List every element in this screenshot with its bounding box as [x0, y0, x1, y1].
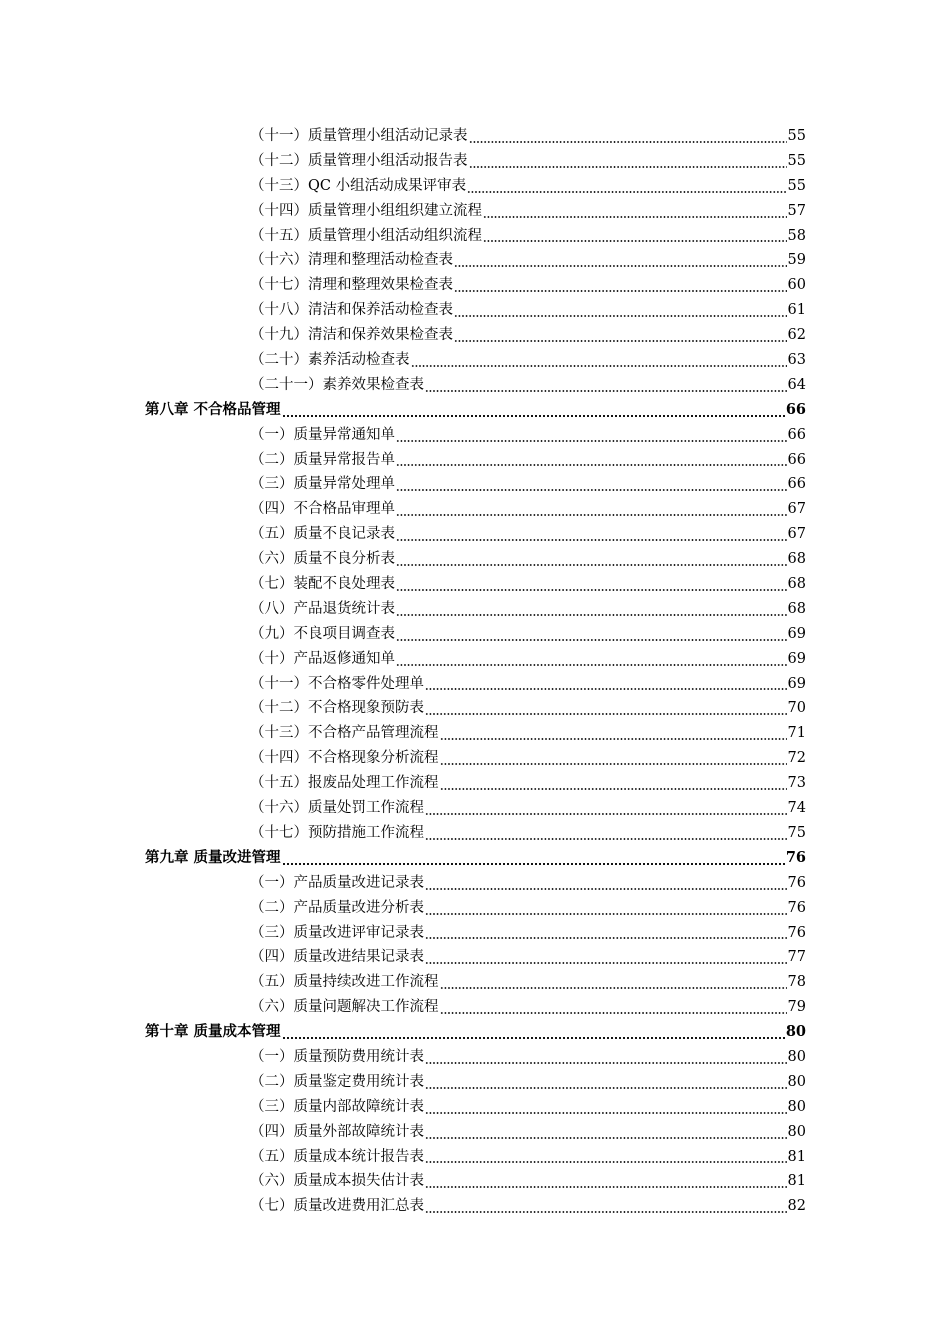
toc-dot-leader	[425, 962, 787, 964]
toc-entry-title: （四）不合格品审理单	[250, 501, 395, 518]
toc-page-number: 55	[787, 128, 806, 144]
toc-section-entry[interactable]	[250, 721, 806, 746]
toc-page-number: 78	[787, 974, 806, 991]
toc-entry-title: （五）质量不良记录表	[250, 526, 395, 543]
toc-dot-leader	[425, 1112, 787, 1114]
toc-page-number: 67	[787, 526, 806, 543]
toc-dot-leader	[454, 315, 787, 317]
toc-page-number: 68	[787, 551, 806, 568]
toc-dot-leader	[440, 788, 787, 790]
toc-chapter-entry[interactable]	[145, 846, 806, 871]
table-of-contents	[0, 124, 950, 1219]
toc-page-number: 69	[787, 625, 806, 642]
toc-section-entry[interactable]	[250, 1169, 806, 1194]
toc-dot-leader	[467, 191, 786, 193]
toc-section-entry[interactable]	[250, 298, 806, 323]
toc-section-entry[interactable]	[250, 248, 806, 273]
toc-entry-title: （一）质量异常通知单	[250, 426, 395, 443]
toc-dot-leader	[454, 265, 787, 267]
toc-dot-leader	[425, 1087, 787, 1089]
toc-page-number: 68	[787, 600, 806, 617]
toc-section-entry[interactable]	[250, 472, 806, 497]
toc-page-number: 62	[787, 327, 806, 344]
toc-dot-leader	[282, 863, 785, 865]
toc-dot-leader	[440, 1012, 787, 1014]
toc-dot-leader	[396, 639, 787, 641]
toc-page-number: 67	[787, 501, 806, 518]
toc-section-entry[interactable]	[250, 423, 806, 448]
toc-entry-title: （十七）预防措施工作流程	[250, 824, 424, 841]
toc-section-entry[interactable]	[250, 1095, 806, 1120]
toc-section-entry[interactable]	[250, 896, 806, 921]
toc-page-number: 60	[787, 277, 806, 294]
toc-page-number: 80	[787, 1073, 806, 1090]
toc-page-number: 80	[787, 1098, 806, 1115]
toc-page-number: 76	[787, 874, 806, 891]
toc-page-number: 74	[787, 800, 806, 817]
toc-dot-leader	[396, 464, 787, 466]
toc-page-number: 69	[787, 675, 806, 692]
toc-dot-leader	[469, 166, 787, 168]
toc-section-entry[interactable]	[250, 771, 806, 796]
toc-dot-leader	[483, 216, 787, 218]
toc-entry-title: （十二）不合格现象预防表	[250, 700, 424, 717]
toc-dot-leader	[454, 340, 787, 342]
toc-page-number: 73	[787, 775, 806, 792]
toc-dot-leader	[425, 1161, 787, 1163]
toc-entry-title: （十九）清洁和保养效果检查表	[250, 327, 453, 344]
toc-section-entry[interactable]	[250, 622, 806, 647]
toc-chapter-entry[interactable]	[145, 398, 806, 423]
toc-dot-leader	[396, 440, 787, 442]
toc-section-entry[interactable]	[250, 796, 806, 821]
toc-section-entry[interactable]	[250, 945, 806, 970]
toc-dot-leader	[425, 1186, 787, 1188]
toc-section-entry[interactable]	[250, 1045, 806, 1070]
toc-entry-title: （三）质量改进评审记录表	[250, 924, 424, 941]
toc-section-entry[interactable]	[250, 174, 806, 199]
toc-entry-title: （八）产品退货统计表	[250, 600, 395, 617]
toc-dot-leader	[425, 713, 787, 715]
toc-page-number: 66	[787, 476, 806, 493]
toc-section-entry[interactable]	[250, 547, 806, 572]
toc-section-entry[interactable]	[250, 696, 806, 721]
toc-section-entry[interactable]	[250, 323, 806, 348]
toc-entry-title: （九）不良项目调查表	[250, 625, 395, 642]
toc-entry-title: （六）质量成本损失估计表	[250, 1173, 424, 1190]
toc-page-number: 71	[787, 725, 806, 742]
toc-section-entry[interactable]	[250, 1120, 806, 1145]
toc-entry-title: （三）质量内部故障统计表	[250, 1098, 424, 1115]
toc-section-entry[interactable]	[250, 572, 806, 597]
toc-dot-leader	[425, 390, 787, 392]
toc-entry-title: （六）质量不良分析表	[250, 551, 395, 568]
toc-page-number: 81	[787, 1173, 806, 1190]
toc-dot-leader	[454, 290, 787, 292]
toc-entry-title: （十二）质量管理小组活动报告表	[250, 152, 468, 169]
toc-section-entry[interactable]	[250, 871, 806, 896]
toc-dot-leader	[282, 1037, 785, 1039]
toc-page-number: 58	[787, 227, 806, 244]
toc-entry-title: （十六）质量处罚工作流程	[250, 800, 424, 817]
toc-page-number: 80	[785, 1023, 806, 1041]
toc-dot-leader	[396, 614, 787, 616]
toc-page-number: 63	[787, 352, 806, 369]
toc-page-number: 76	[787, 924, 806, 941]
toc-dot-leader	[469, 141, 787, 143]
toc-page-number: 55	[787, 152, 806, 169]
toc-entry-title: （二十）素养活动检查表	[250, 352, 410, 369]
toc-dot-leader	[396, 664, 787, 666]
toc-page-number: 66	[787, 426, 806, 443]
toc-entry-title: （十六）清理和整理活动检查表	[250, 252, 453, 269]
toc-section-entry[interactable]	[250, 821, 806, 846]
toc-page-number: 57	[787, 202, 806, 219]
toc-section-entry[interactable]	[250, 124, 806, 149]
toc-entry-title: （十三）不合格产品管理流程	[250, 725, 439, 742]
toc-entry-title: （十五）质量管理小组活动组织流程	[250, 227, 482, 244]
toc-page-number: 80	[787, 1048, 806, 1065]
toc-entry-title: （七）质量改进费用汇总表	[250, 1198, 424, 1215]
toc-page-number: 61	[787, 302, 806, 319]
toc-section-entry[interactable]	[250, 1145, 806, 1170]
toc-section-entry[interactable]	[250, 373, 806, 398]
toc-section-entry[interactable]	[250, 348, 806, 373]
toc-section-entry[interactable]	[250, 522, 806, 547]
toc-entry-title: （四）质量外部故障统计表	[250, 1123, 424, 1140]
toc-page-number: 76	[785, 848, 806, 866]
toc-page-number: 79	[787, 999, 806, 1016]
toc-entry-title: （二十一）素养效果检查表	[250, 376, 424, 393]
toc-section-entry[interactable]	[250, 1070, 806, 1095]
toc-dot-leader	[425, 1062, 787, 1064]
toc-entry-title: （十四）不合格现象分析流程	[250, 750, 439, 767]
toc-dot-leader	[282, 415, 785, 417]
toc-dot-leader	[396, 514, 787, 516]
toc-entry-title: （十七）清理和整理效果检查表	[250, 277, 453, 294]
toc-page-number: 64	[787, 376, 806, 393]
toc-dot-leader	[396, 589, 787, 591]
toc-page-number: 77	[787, 949, 806, 966]
toc-section-entry[interactable]	[250, 448, 806, 473]
toc-dot-leader	[425, 888, 787, 890]
toc-dot-leader	[425, 838, 787, 840]
toc-dot-leader	[425, 688, 787, 690]
toc-dot-leader	[440, 987, 787, 989]
toc-page-number: 55	[787, 177, 806, 194]
toc-dot-leader	[425, 913, 787, 915]
toc-entry-title: （十八）清洁和保养活动检查表	[250, 302, 453, 319]
toc-section-entry[interactable]	[250, 995, 806, 1020]
toc-entry-title: （二）质量鉴定费用统计表	[250, 1073, 424, 1090]
toc-chapter-entry[interactable]	[145, 1020, 806, 1045]
toc-page-number: 68	[787, 576, 806, 593]
toc-entry-title: （四）质量改进结果记录表	[250, 949, 424, 966]
toc-page-number: 66	[785, 400, 806, 418]
toc-entry-title: （二）质量异常报告单	[250, 451, 395, 468]
toc-dot-leader	[425, 813, 787, 815]
toc-section-entry[interactable]	[250, 970, 806, 995]
toc-section-entry[interactable]	[250, 199, 806, 224]
toc-entry-title: （十一）质量管理小组活动记录表	[250, 128, 468, 144]
toc-entry-title: （三）质量异常处理单	[250, 476, 395, 493]
toc-section-entry[interactable]	[250, 1194, 806, 1219]
toc-entry-title: （十）产品返修通知单	[250, 650, 395, 667]
toc-page-number: 80	[787, 1123, 806, 1140]
toc-dot-leader	[483, 240, 787, 242]
toc-entry-title: （十三）QC 小组活动成果评审表	[250, 177, 467, 194]
toc-page-number: 82	[787, 1198, 806, 1215]
toc-section-entry[interactable]	[250, 647, 806, 672]
toc-entry-title: （五）质量持续改进工作流程	[250, 974, 439, 991]
toc-section-entry[interactable]	[250, 921, 806, 946]
toc-dot-leader	[440, 738, 787, 740]
toc-section-entry[interactable]	[250, 597, 806, 622]
toc-page-number: 76	[787, 899, 806, 916]
toc-entry-title: （十五）报废品处理工作流程	[250, 775, 439, 792]
toc-dot-leader	[440, 763, 787, 765]
toc-entry-title: （一）质量预防费用统计表	[250, 1048, 424, 1065]
toc-dot-leader	[425, 1211, 787, 1213]
toc-entry-title: （七）装配不良处理表	[250, 576, 395, 593]
toc-section-entry[interactable]	[250, 224, 806, 249]
toc-page-number: 59	[787, 252, 806, 269]
toc-page-number: 72	[787, 750, 806, 767]
toc-page-number: 66	[787, 451, 806, 468]
toc-section-entry[interactable]	[250, 149, 806, 174]
toc-page-number: 81	[787, 1148, 806, 1165]
toc-dot-leader	[411, 365, 787, 367]
toc-section-entry[interactable]	[250, 273, 806, 298]
toc-section-entry[interactable]	[250, 497, 806, 522]
toc-dot-leader	[425, 937, 787, 939]
toc-entry-title: 第十章 质量成本管理	[145, 1023, 281, 1041]
toc-dot-leader	[396, 539, 787, 541]
toc-entry-title: （十四）质量管理小组组织建立流程	[250, 202, 482, 219]
toc-entry-title: （六）质量问题解决工作流程	[250, 999, 439, 1016]
toc-entry-title: （二）产品质量改进分析表	[250, 899, 424, 916]
toc-dot-leader	[396, 564, 787, 566]
toc-entry-title: 第九章 质量改进管理	[145, 848, 281, 866]
toc-dot-leader	[396, 489, 787, 491]
toc-page-number: 69	[787, 650, 806, 667]
toc-section-entry[interactable]	[250, 746, 806, 771]
toc-entry-title: （十一）不合格零件处理单	[250, 675, 424, 692]
toc-entry-title: （一）产品质量改进记录表	[250, 874, 424, 891]
toc-page-number: 70	[787, 700, 806, 717]
toc-entry-title: （五）质量成本统计报告表	[250, 1148, 424, 1165]
toc-section-entry[interactable]	[250, 672, 806, 697]
toc-dot-leader	[425, 1137, 787, 1139]
toc-page-number: 75	[787, 824, 806, 841]
toc-entry-title: 第八章 不合格品管理	[145, 400, 281, 418]
